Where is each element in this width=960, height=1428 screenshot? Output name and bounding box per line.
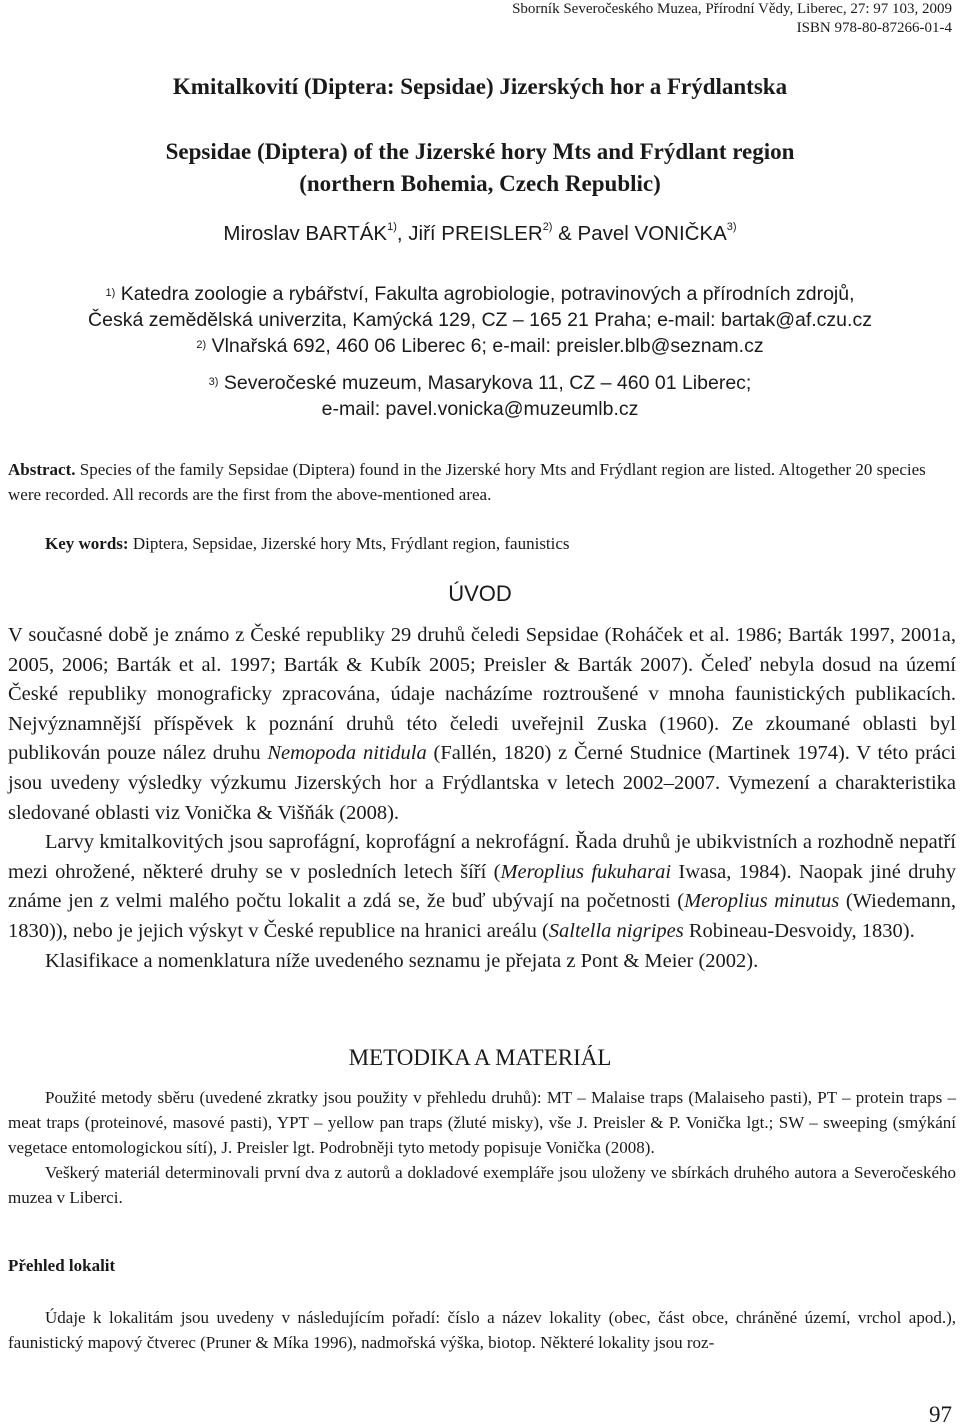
uvod-p2-text-b: Iwasa, 1984). Naopak jiné druhy známe jen z velmi malého počtu lokalit a zdá se, že buď ubývají na početnosti ( — [8, 860, 956, 913]
abstract-text: Species of the family Sepsidae (Diptera) found in the Jizerské hory Mts and Frýdlant region are listed. Altogether 20 species were recorded. All records are the first from the above-mentioned area. — [8, 460, 926, 504]
page-number: 97 — [929, 1402, 952, 1427]
uvod-p1-text-b: (Fallén, 1820) z Černé Studnice (Martinek 1974). V této práci jsou uvedeny výsledky výzkumu Jizerských hor a Frýdlantska v letech 2002–2007. Vymezení a charakteristika sledované oblasti viz Vonička & Višňák (2008). — [8, 742, 956, 824]
title-english — [0, 136, 960, 200]
species-name: Meroplius fukuharai — [500, 860, 672, 883]
affiliation-1-mark: 1) — [105, 287, 116, 299]
uvod-paragraph-1 — [8, 621, 956, 828]
uvod-p2-text-a: Larvy kmitalkovitých jsou saprofágní, koprofágní a nekrofágní. Řada druhů je ubikvistních a rozhodně nepatří mezi ohrožené, některé druhy se v posledních letech šíří ( — [8, 831, 956, 883]
affiliation-3-mark: 3) — [208, 376, 219, 388]
keywords-label: Key words: — [45, 534, 129, 553]
title-czech: Kmitalkovití (Diptera: Sepsidae) Jizerských hor a Frýdlantska — [172, 74, 788, 99]
isbn: ISBN 978-80-87266-01-4 — [796, 20, 952, 36]
keywords — [45, 532, 952, 556]
author-3-affiliation-mark: 3) — [726, 221, 737, 233]
affiliation-3 — [0, 370, 960, 422]
species-name: Nemopoda nitidula — [267, 742, 427, 765]
affiliation-1 — [0, 281, 960, 333]
uvod-p2-text-c: (Wiedemann, 1830)), nebo je jejich výskyt v České republice na hranici areálu ( — [8, 890, 956, 942]
affiliation-2-mark: 2) — [196, 339, 207, 351]
running-header — [512, 0, 952, 38]
species-name: Saltella nigripes — [548, 919, 684, 942]
species-name: Meroplius minutus — [684, 890, 840, 913]
uvod-paragraph-3: Klasifikace a nomenklatura níže uvedeného seznamu je přejata z Pont & Meier (2002). — [45, 949, 759, 972]
title-english-line-2: (northern Bohemia, Czech Republic) — [299, 171, 661, 196]
subsection-heading-prehled-lokalit: Přehled lokalit — [8, 1256, 116, 1275]
uvod-body — [8, 621, 956, 976]
affiliation-2-text: Vlnařská 692, 460 06 Liberec 6; e-mail: preisler.blb@seznam.cz — [211, 335, 764, 357]
metodika-body — [8, 1085, 956, 1210]
uvod-p2-text-d: Robineau-Desvoidy, 1830). — [683, 919, 915, 942]
keywords-text: Diptera, Sepsidae, Jizerské hory Mts, Frýdlant region, faunistics — [128, 534, 570, 553]
abstract — [8, 457, 952, 507]
section-heading-metodika: METODIKA A MATERIÁL — [348, 1045, 612, 1070]
affiliation-3-line-2: e-mail: pavel.vonicka@muzeumlb.cz — [321, 398, 639, 420]
author-1-affiliation-mark: 1) — [387, 221, 397, 233]
uvod-p1-text-a: V současné době je známo z České republiky 29 druhů čeledi Sepsidae (Roháček et al. 1986; Barták 1997, 2001a, 2005, 2006; Barták et al. 1997; Barták & Kubík 2005; Preisler & Barták 2007). Čeleď nebyla dosud na území České republiky monograficky zpracována, údaje nacházíme roztroušené v mnoha faunistických publikacích. Nejvýznamnější příspěvek k poznání druhů této čeledi uveřejnil Zuska (1960). Ze zkoumané oblasti byl publikován pouze nález druhu — [8, 624, 956, 765]
affiliation-1-line-1: Katedra zoologie a rybářství, Fakulta agrobiologie, potravinových a přírodních zdrojů, — [120, 283, 855, 305]
affiliation-2 — [0, 333, 960, 359]
metodika-paragraph-2: Veškerý materiál determinovali první dva z autorů a dokladové exempláře jsou uloženy ve sbírkách druhého autora a Severočeského muzea v Liberci. — [8, 1163, 956, 1207]
author-list — [0, 222, 960, 246]
author-2-affiliation-mark: 2) — [542, 221, 553, 233]
author-1: Miroslav BARTÁK — [223, 222, 388, 245]
abstract-label: Abstract. — [8, 460, 76, 479]
journal-citation: Sborník Severočeského Muzea, Přírodní Vědy, Liberec, 27: 97 103, 2009 — [512, 1, 952, 17]
author-2: Jiří PREISLER — [408, 222, 543, 245]
prehled-paragraph-1: Údaje k lokalitám jsou uvedeny v následujícím pořadí: číslo a název lokality (obec, část obce, chráněné území, vrchol apod.), faunistický mapový čtverec (Pruner & Míka 1996), nadmořská výška, biotop. Některé lokality jsou roz- — [8, 1308, 956, 1352]
affiliation-3-line-1: Severočeské muzeum, Masarykova 11, CZ – 460 01 Liberec; — [223, 372, 752, 394]
title-english-line-1: Sepsidae (Diptera) of the Jizerské hory Mts and Frýdlant region — [165, 139, 795, 164]
uvod-paragraph-2 — [8, 828, 956, 946]
section-heading-uvod: ÚVOD — [448, 581, 512, 606]
affiliation-1-line-2: Česká zemědělská univerzita, Kamýcká 129, CZ – 165 21 Praha; e-mail: bartak@af.czu.cz — [88, 309, 872, 331]
author-separator: & — [552, 222, 578, 245]
metodika-paragraph-1: Použité metody sběru (uvedené zkratky jsou použity v přehledu druhů): MT – Malaise traps (Malaiseho pasti), PT – protein traps – meat traps (proteinové, masové pasti), YPT – yellow pan traps (žluté misky), vše J. Preisler & P. Vonička lgt.; SW – sweeping (smýkání vegetace entomologickou sítí), J. Preisler lgt. Podrobněji tyto metody popisuje Vonička (2008). — [8, 1088, 956, 1157]
author-separator: , — [396, 222, 409, 245]
author-3: Pavel VONIČKA — [577, 222, 727, 245]
prehled-body — [8, 1305, 956, 1355]
